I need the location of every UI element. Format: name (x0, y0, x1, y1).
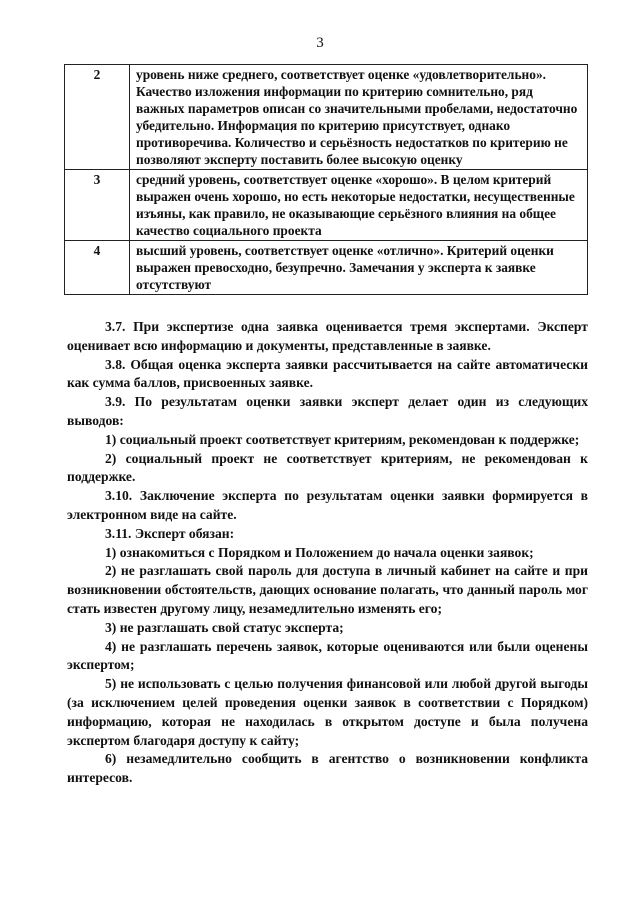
paragraph-3-10: 3.10. Заключение эксперта по результатам оценки заявки формируется в электронном виде на сайте. (67, 488, 588, 522)
paragraph-3-11: 3.11. Эксперт обязан: (105, 525, 235, 541)
score-cell: 2 (65, 65, 130, 170)
paragraph-3-11-item-3: 3) не разглашать свой статус эксперта; (105, 619, 344, 635)
paragraph-3-7: 3.7. При экспертизе одна заявка оценивается тремя экспертами. Эксперт оценивает всю информацию и документы, представленные в заявке. (67, 319, 588, 353)
body-text (67, 318, 588, 788)
table-row (65, 241, 588, 295)
description-cell: средний уровень, соответствует оценке «хорошо». В целом критерий выражен очень хорошо, но есть некоторые недостатки, несущественные изъяны, как правило, не оказывающие серьёзного влияния на общее качество социального проекта (130, 170, 588, 241)
paragraph-3-11-item-2: 2) не разглашать свой пароль для доступа в личный кабинет на сайте и при возникновении обстоятельств, дающих основание полагать, что данный пароль мог стать известен другому лицу, незамедлительно изменять его; (67, 563, 588, 616)
score-cell: 3 (65, 170, 130, 241)
paragraph-3-9-item-1: 1) социальный проект соответствует критериям, рекомендован к поддержке; (105, 431, 580, 447)
paragraph-3-11-item-1: 1) ознакомиться с Порядком и Положением до начала оценки заявок; (105, 544, 534, 560)
description-cell: уровень ниже среднего, соответствует оценке «удовлетворительно». Качество изложения информации по критерию сомнительно, ряд важных параметров описан со значительными пробелами, недостаточно убедительно. Информация по критерию присутствует, однако противоречива. Количество и серьёзность недостатков по критерию не позволяют эксперту поставить более высокую оценку (130, 65, 588, 170)
paragraph-3-8: 3.8. Общая оценка эксперта заявки рассчитывается на сайте автоматически как сумма баллов, присвоенных заявке. (67, 356, 588, 391)
page-number: 3 (316, 35, 324, 51)
paragraph-3-11-item-5: 5) не использовать с целью получения финансовой или любой другой выгоды (за исключением целей проведения оценки заявок в соответствии с Порядком) информацию, которая не находилась в открытом доступе и была получена экспертом благодаря доступу к сайту; (67, 676, 588, 748)
paragraph-3-9: 3.9. По результатам оценки заявки эксперт делает один из следующих выводов: (67, 394, 588, 428)
paragraph-3-9-item-2: 2) социальный проект не соответствует критериям, не рекомендован к поддержке. (67, 450, 588, 485)
paragraph-3-11-item-4: 4) не разглашать перечень заявок, которые оцениваются или были оценены экспертом; (67, 638, 588, 673)
table-row (65, 170, 588, 241)
criteria-table (64, 64, 588, 295)
score-cell: 4 (65, 241, 130, 295)
description-cell: высший уровень, соответствует оценке «отлично». Критерий оценки выражен превосходно, безупречно. Замечания у эксперта к заявке отсутствуют (130, 241, 588, 295)
table-row (65, 65, 588, 170)
paragraph-3-11-item-6: 6) незамедлительно сообщить в агентство о возникновении конфликта интересов. (67, 751, 588, 786)
